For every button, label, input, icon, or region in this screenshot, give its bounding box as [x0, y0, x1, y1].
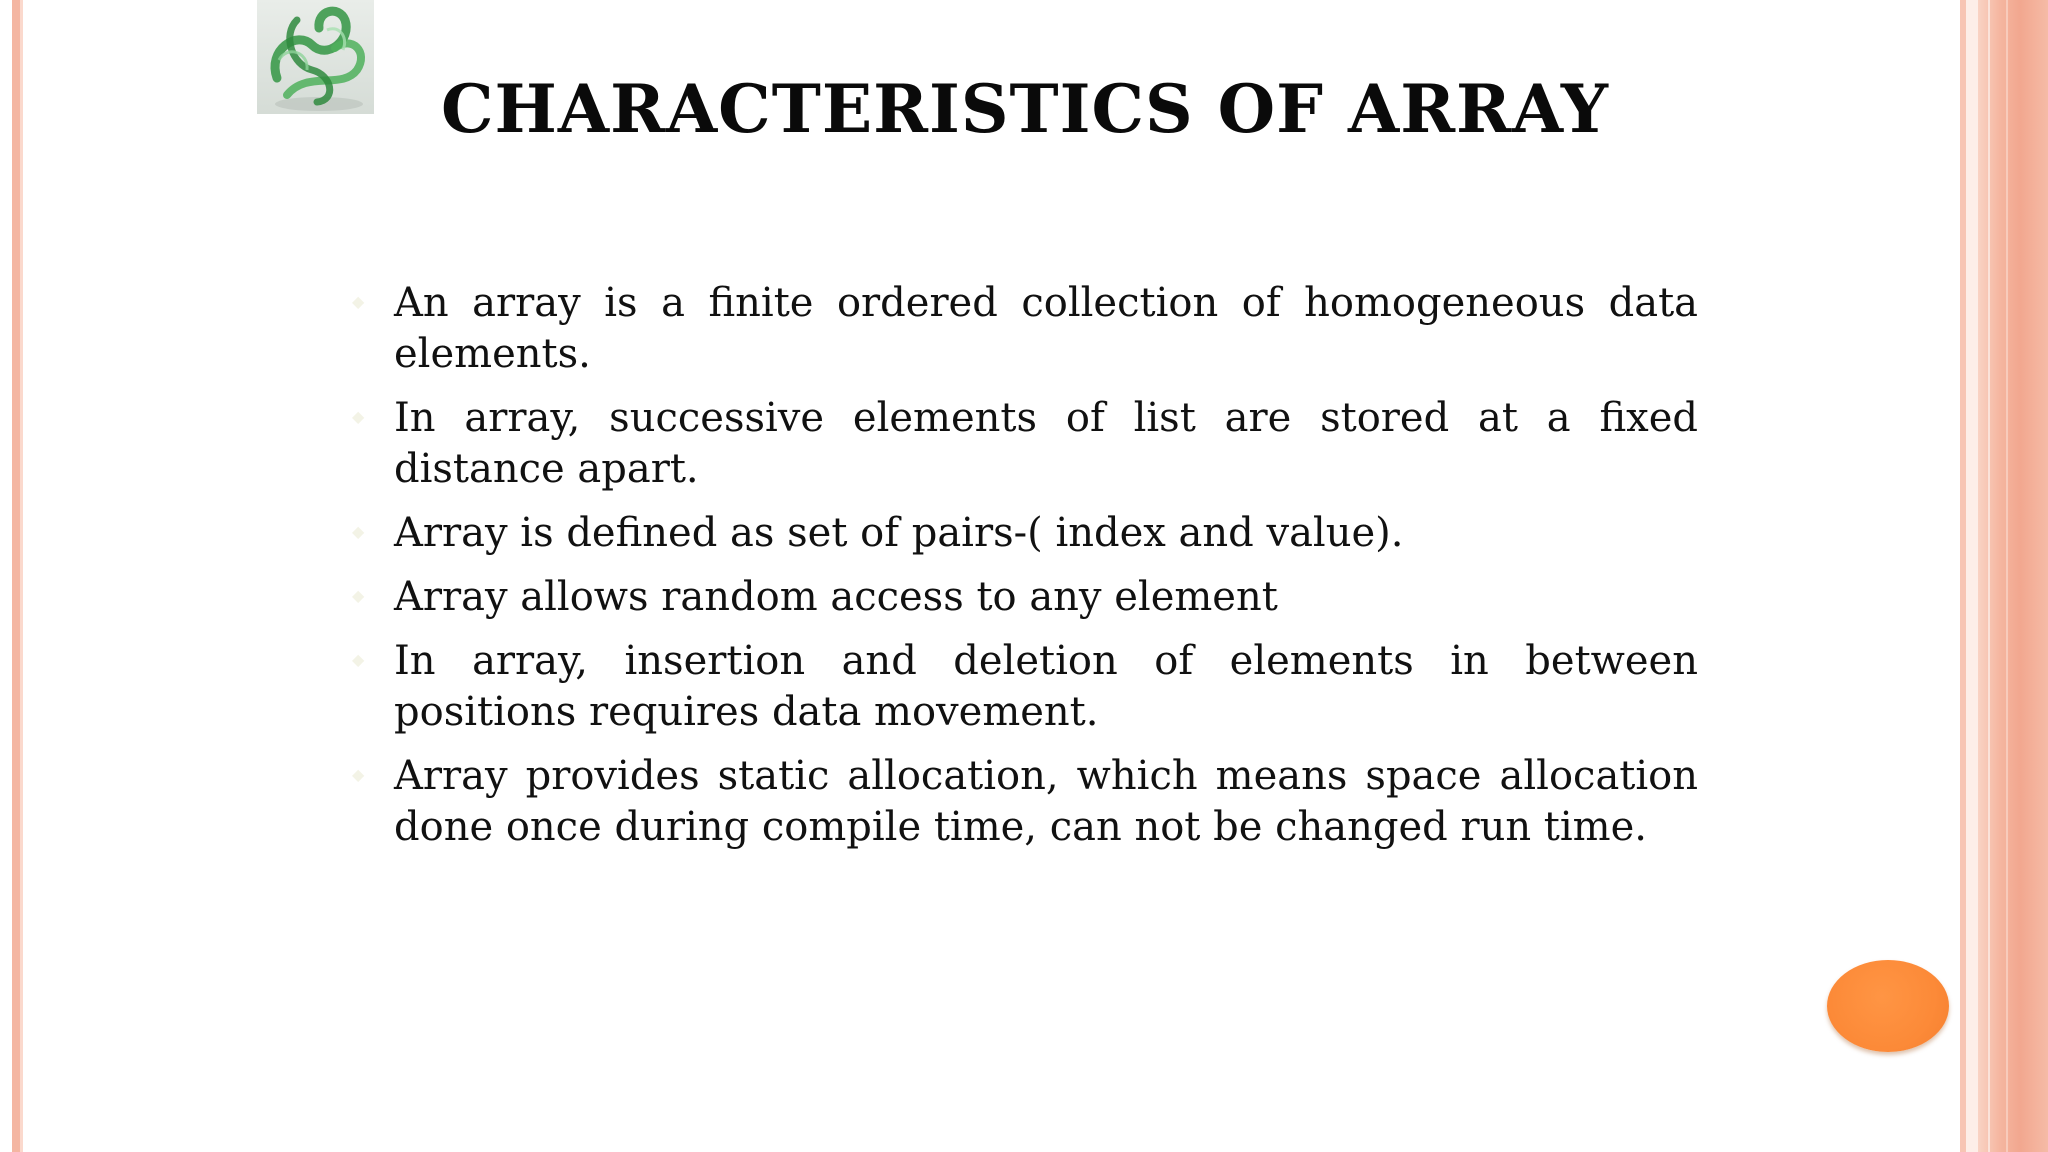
bullet-text: In array, successive elements of list are stored at a fixed distance apart.	[394, 395, 1698, 492]
diamond-bullet-icon: ◆	[352, 522, 365, 541]
diamond-bullet-icon: ◆	[352, 407, 365, 426]
list-item	[352, 393, 1698, 495]
bullet-text: Array provides static allocation, which means space allocation done once during compile time, can not be changed run time.	[394, 753, 1698, 850]
bullet-text: An array is a finite ordered collection of homogeneous data elements.	[394, 280, 1698, 377]
left-border-stripe	[12, 0, 20, 1152]
diamond-bullet-icon: ◆	[352, 650, 365, 669]
orange-circle-decoration	[1827, 960, 1949, 1052]
bullet-text: In array, insertion and deletion of elements in between positions requires data movement.	[394, 638, 1698, 735]
slide-title: CHARACTERISTICS OF ARRAY	[441, 70, 1609, 148]
list-item	[352, 636, 1698, 738]
right-border-line-2	[2006, 0, 2008, 1152]
bullet-list	[352, 278, 1698, 866]
bullet-text: Array is defined as set of pairs-( index and value).	[394, 510, 1404, 556]
diamond-bullet-icon: ◆	[352, 586, 365, 605]
list-item	[352, 751, 1698, 853]
diamond-bullet-icon: ◆	[352, 765, 365, 784]
right-border-gap	[1966, 0, 1978, 1152]
list-item	[352, 572, 1698, 623]
list-item	[352, 278, 1698, 380]
list-item	[352, 508, 1698, 559]
left-border-highlight	[20, 0, 23, 1152]
diamond-bullet-icon: ◆	[352, 292, 365, 311]
right-border-line	[1988, 0, 1990, 1152]
bullet-text: Array allows random access to any element	[394, 574, 1278, 620]
